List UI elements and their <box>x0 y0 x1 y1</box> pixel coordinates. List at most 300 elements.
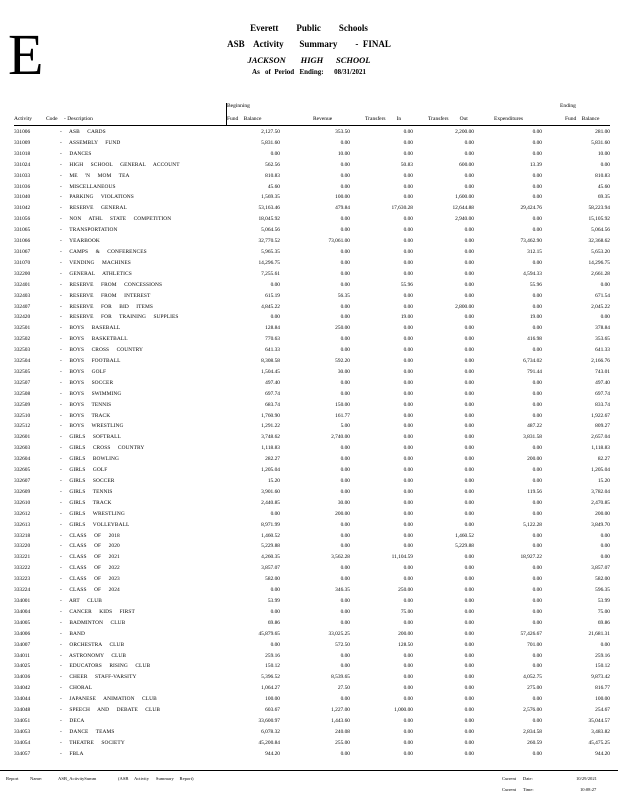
table-row <box>14 291 610 302</box>
revenue-cell: 0.00 <box>340 379 350 386</box>
expenditures-cell: 0.00 <box>532 259 542 266</box>
ending-balance-cell: 14,296.75 <box>588 259 610 266</box>
table-row <box>14 138 610 149</box>
beginning-balance-cell: 0.00 <box>270 150 280 157</box>
beginning-balance-cell: 2,127.50 <box>261 129 280 135</box>
table-row <box>14 705 610 716</box>
activity-code-cell: 332601 <box>14 434 31 441</box>
transfers-out-cell: 1,460.52 <box>455 532 474 539</box>
revenue-cell: 0.00 <box>340 652 350 659</box>
transfers-in-cell: 0.00 <box>403 379 413 386</box>
ending-balance-cell: 3,849.70 <box>591 521 610 528</box>
description-cell: - DECA <box>60 717 85 724</box>
beginning-balance-cell: 5,229.88 <box>261 543 280 550</box>
ending-balance-cell: 697.74 <box>595 390 610 397</box>
ending-balance-cell: 5,831.60 <box>591 139 610 146</box>
activity-code-cell: 334042 <box>14 685 31 692</box>
expenditures-cell: 312.15 <box>527 248 542 255</box>
transfers-in-cell: 0.00 <box>403 216 413 223</box>
expenditures-cell: 0.00 <box>532 379 542 386</box>
activity-code-cell: 332401 <box>14 281 31 288</box>
transfers-out-cell: 0.00 <box>464 314 474 321</box>
transfers-in-cell: 0.00 <box>403 510 413 517</box>
ending-balance-cell: 58,223.94 <box>588 205 610 212</box>
description-cell: - CLASS OF 2018 <box>60 532 120 539</box>
revenue-cell: 0.00 <box>340 139 350 146</box>
transfers-out-cell: 0.00 <box>464 587 474 594</box>
activity-code-cell: 331033 <box>14 172 31 179</box>
beginning-balance-cell: 1,760.90 <box>261 412 280 419</box>
ending-balance-cell: 944.20 <box>595 750 610 757</box>
beginning-balance-cell: 582.00 <box>265 576 280 583</box>
description-cell: - MISCELLANEOUS <box>60 183 116 190</box>
table-row <box>14 323 610 334</box>
expenditures-cell: 200.00 <box>527 456 542 463</box>
transfers-out-cell: 0.00 <box>464 652 474 659</box>
transfers-in-cell: 0.00 <box>403 412 413 419</box>
revenue-cell: 0.00 <box>340 445 350 452</box>
ending-balance-cell: 1,205.04 <box>591 467 610 474</box>
activity-code-cell: 331066 <box>14 238 31 245</box>
beginning-balance-cell: 641.33 <box>265 347 280 354</box>
footer-rule <box>0 770 618 771</box>
expenditures-cell: 0.00 <box>532 325 542 332</box>
table-row <box>14 400 610 411</box>
ending-balance-cell: 281.00 <box>595 129 610 135</box>
ending-balance-cell: 45,475.25 <box>588 739 610 746</box>
col-expenditures: Expenditures <box>494 116 524 122</box>
expenditures-cell: 0.00 <box>532 717 542 724</box>
revenue-cell: 0.00 <box>340 565 350 572</box>
transfers-in-cell: 0.00 <box>403 183 413 190</box>
activity-code-cell: 334054 <box>14 739 31 746</box>
beginning-balance-cell: 0.00 <box>270 281 280 288</box>
activity-code-cell: 332508 <box>14 390 31 397</box>
activity-code-cell: 333221 <box>14 554 31 561</box>
transfers-in-cell: 0.00 <box>403 368 413 375</box>
table-row <box>14 192 610 203</box>
transfers-out-cell: 0.00 <box>464 467 474 474</box>
expenditures-cell: 0.00 <box>532 608 542 615</box>
table-row <box>14 694 610 705</box>
description-cell: - PARKING VIOLATIONS <box>60 194 134 201</box>
ending-balance-cell: 10.00 <box>597 150 610 157</box>
transfers-in-cell: 0.00 <box>403 139 413 146</box>
transfers-in-cell: 50.83 <box>400 161 413 168</box>
col-transfers-out: Transfers Out <box>428 116 468 122</box>
beginning-balance-cell: 603.67 <box>265 707 280 714</box>
footer-name-label: Name: <box>30 776 43 781</box>
beginning-balance-cell: 32,770.52 <box>258 238 280 245</box>
expenditures-cell: 0.00 <box>532 619 542 626</box>
transfers-in-cell: 0.00 <box>403 227 413 234</box>
beginning-balance-cell: 3,901.60 <box>261 488 280 495</box>
transfers-out-cell: 0.00 <box>464 292 474 299</box>
footer-report-title: (ASB Activity Summary Report) <box>118 776 194 781</box>
transfers-in-cell: 0.00 <box>403 717 413 724</box>
table-row <box>14 312 610 323</box>
table-row <box>14 738 610 749</box>
table-row <box>14 509 610 520</box>
transfers-in-cell: 75.00 <box>400 608 413 615</box>
transfers-out-cell: 0.00 <box>464 325 474 332</box>
table-row <box>14 443 610 454</box>
ending-balance-cell: 53.99 <box>597 597 610 604</box>
description-cell: - ART CLUB <box>60 597 102 604</box>
expenditures-cell: 0.00 <box>532 663 542 670</box>
revenue-cell: 56.35 <box>337 292 350 299</box>
ending-balance-cell: 497.40 <box>595 379 610 386</box>
expenditures-cell: 0.00 <box>532 532 542 539</box>
ending-balance-cell: 2,657.04 <box>591 434 610 441</box>
revenue-cell: 0.00 <box>340 390 350 397</box>
expenditures-cell: 0.00 <box>532 139 542 146</box>
transfers-in-cell: 0.00 <box>403 358 413 365</box>
table-row <box>14 465 610 476</box>
table-row <box>14 302 610 313</box>
activity-code-cell: 334004 <box>14 608 31 615</box>
transfers-in-cell: 200.00 <box>398 630 413 637</box>
expenditures-cell: 0.00 <box>532 587 542 594</box>
section-letter-logo: E <box>8 22 44 87</box>
activity-table <box>14 127 610 760</box>
table-row <box>14 563 610 574</box>
table-row <box>14 618 610 629</box>
transfers-in-cell: 250.00 <box>398 587 413 594</box>
revenue-cell: 0.00 <box>340 597 350 604</box>
description-cell: - CLASS OF 2021 <box>60 554 120 561</box>
ending-balance-cell: 200.00 <box>595 510 610 517</box>
activity-code-cell: 332507 <box>14 379 31 386</box>
district-name: Everett Public Schools <box>250 23 368 33</box>
description-cell: - BOYS SWIMMING <box>60 390 122 397</box>
revenue-cell: 0.00 <box>340 248 350 255</box>
expenditures-cell: 3,831.58 <box>523 434 542 441</box>
transfers-in-cell: 0.00 <box>403 663 413 670</box>
ending-balance-cell: 45.60 <box>597 183 610 190</box>
description-cell: - CHORAL <box>60 685 93 692</box>
transfers-out-cell: 0.00 <box>464 521 474 528</box>
transfers-in-cell: 0.00 <box>403 336 413 343</box>
expenditures-cell: 0.00 <box>532 510 542 517</box>
transfers-out-cell: 0.00 <box>464 696 474 703</box>
activity-code-cell: 334044 <box>14 696 31 703</box>
description-cell: - BOYS WRESTLING <box>60 423 124 430</box>
ending-balance-cell: 0.00 <box>600 281 610 288</box>
transfers-in-cell: 0.00 <box>403 467 413 474</box>
transfers-in-cell: 55.96 <box>400 281 413 288</box>
revenue-cell: 0.00 <box>340 608 350 615</box>
transfers-out-cell: 0.00 <box>464 717 474 724</box>
revenue-cell: 0.00 <box>340 750 350 757</box>
beginning-balance-cell: 100.00 <box>265 696 280 703</box>
transfers-out-cell: 2,940.00 <box>455 216 474 223</box>
activity-code-cell: 331070 <box>14 259 31 266</box>
table-row <box>14 345 610 356</box>
transfers-out-cell: 0.00 <box>464 270 474 277</box>
table-row <box>14 585 610 596</box>
revenue-cell: 10.00 <box>337 150 350 157</box>
table-row <box>14 552 610 563</box>
expenditures-cell: 0.00 <box>532 565 542 572</box>
table-row <box>14 247 610 258</box>
transfers-in-cell: 0.00 <box>403 597 413 604</box>
expenditures-cell: 0.00 <box>532 216 542 223</box>
transfers-out-cell: 0.00 <box>464 445 474 452</box>
revenue-cell: 0.00 <box>340 314 350 321</box>
transfers-out-cell: 0.00 <box>464 347 474 354</box>
beginning-balance-cell: 150.12 <box>265 663 280 670</box>
transfers-in-cell: 0.00 <box>403 532 413 539</box>
description-cell: - FBLA <box>60 750 84 757</box>
activity-code-cell: 333218 <box>14 532 31 539</box>
ending-balance-cell: 32,368.62 <box>588 238 610 245</box>
description-cell: - GENERAL ATHLETICS <box>60 270 132 277</box>
table-row <box>14 672 610 683</box>
ending-balance-cell: 0.00 <box>600 314 610 321</box>
transfers-in-cell: 0.00 <box>403 739 413 746</box>
expenditures-cell: 701.00 <box>527 641 542 648</box>
beginning-balance-cell: 45,879.65 <box>258 630 280 637</box>
table-row <box>14 487 610 498</box>
revenue-cell: 150.00 <box>335 401 350 408</box>
beginning-balance-cell: 5,064.56 <box>261 227 280 234</box>
ending-balance-cell: 833.74 <box>595 401 610 408</box>
revenue-cell: 0.00 <box>340 456 350 463</box>
transfers-in-cell: 0.00 <box>403 238 413 245</box>
description-cell: - BOYS SOCCER <box>60 379 114 386</box>
transfers-out-cell: 0.00 <box>464 565 474 572</box>
activity-code-cell: 331006 <box>14 129 31 135</box>
description-cell: - RESERVE FROM CONCESSIONS <box>60 281 163 288</box>
expenditures-cell: 791.44 <box>527 368 542 375</box>
ending-balance-cell: 3,483.82 <box>591 728 610 735</box>
beginning-balance-cell: 810.83 <box>265 172 280 179</box>
transfers-out-cell: 0.00 <box>464 597 474 604</box>
table-row <box>14 258 610 269</box>
beginning-balance-cell: 497.40 <box>265 379 280 386</box>
expenditures-cell: 0.00 <box>532 696 542 703</box>
transfers-out-cell: 0.00 <box>464 554 474 561</box>
activity-code-cell: 332403 <box>14 292 31 299</box>
expenditures-cell: 0.00 <box>532 467 542 474</box>
transfers-in-cell: 1,000.00 <box>394 707 413 714</box>
transfers-out-cell: 0.00 <box>464 739 474 746</box>
description-cell: - RESERVE GENERAL <box>60 205 127 212</box>
activity-code-cell: 332501 <box>14 325 31 332</box>
ending-balance-cell: 5,653.20 <box>591 248 610 255</box>
expenditures-cell: 0.00 <box>532 499 542 506</box>
revenue-cell: 0.00 <box>340 216 350 223</box>
expenditures-cell: 0.00 <box>532 750 542 757</box>
ending-balance-cell: 9,873.42 <box>591 674 610 681</box>
table-row <box>14 454 610 465</box>
transfers-in-cell: 0.00 <box>403 325 413 332</box>
revenue-cell: 0.00 <box>340 281 350 288</box>
ending-balance-cell: 21,681.31 <box>588 630 610 637</box>
expenditures-cell: 57,426.67 <box>520 630 542 637</box>
activity-code-cell: 332612 <box>14 510 31 517</box>
transfers-out-cell: 0.00 <box>464 281 474 288</box>
revenue-cell: 0.00 <box>340 303 350 310</box>
ending-balance-cell: 82.27 <box>597 456 610 463</box>
revenue-cell: 0.00 <box>340 543 350 550</box>
revenue-cell: 0.00 <box>340 696 350 703</box>
header-rule <box>14 125 610 126</box>
ending-balance-cell: 254.67 <box>595 707 610 714</box>
activity-code-cell: 332605 <box>14 467 31 474</box>
description-cell: - BOYS FOOTBALL <box>60 358 121 365</box>
beginning-balance-cell: 5,965.35 <box>261 248 280 255</box>
footer-time-label: Current Time: <box>502 787 534 792</box>
activity-code-cell: 332512 <box>14 423 31 430</box>
ending-balance-cell: 15,105.92 <box>588 216 610 223</box>
transfers-out-cell: 0.00 <box>464 368 474 375</box>
footer-date-label: Current Date: <box>502 776 533 781</box>
beginning-balance-cell: 0.00 <box>270 587 280 594</box>
ending-balance-cell: 3,857.07 <box>591 565 610 572</box>
transfers-in-cell: 0.00 <box>403 728 413 735</box>
transfers-in-cell: 0.00 <box>403 129 413 135</box>
ending-balance-cell: 35,044.57 <box>588 717 610 724</box>
ending-balance-cell: 2,045.22 <box>591 303 610 310</box>
expenditures-cell: 0.00 <box>532 478 542 484</box>
activity-code-cell: 331042 <box>14 205 31 212</box>
school-name: JACKSON HIGH SCHOOL <box>247 55 371 65</box>
table-row <box>14 389 610 400</box>
transfers-in-cell: 0.00 <box>403 674 413 681</box>
beginning-balance-cell: 697.74 <box>265 390 280 397</box>
beginning-balance-cell: 1,504.45 <box>261 368 280 375</box>
description-cell: - GIRLS SOFTBALL <box>60 434 121 441</box>
description-cell: - RESERVE FROM INTEREST <box>60 292 151 299</box>
transfers-out-cell: 0.00 <box>464 619 474 626</box>
expenditures-cell: 0.00 <box>532 292 542 299</box>
beginning-balance-cell: 4,260.35 <box>261 554 280 561</box>
description-cell: - DANCE TEAMS <box>60 728 115 735</box>
transfers-in-cell: 0.00 <box>403 259 413 266</box>
revenue-cell: 479.84 <box>335 205 350 212</box>
table-row <box>14 531 610 542</box>
transfers-out-cell: 1,600.00 <box>455 194 474 201</box>
transfers-in-cell: 0.00 <box>403 292 413 299</box>
transfers-in-cell: 0.00 <box>403 303 413 310</box>
activity-code-cell: 331040 <box>14 194 31 201</box>
col-beginning: Fund Balance <box>227 116 262 122</box>
beginning-balance-cell: 8,971.99 <box>261 521 280 528</box>
revenue-cell: 33,025.25 <box>328 630 350 637</box>
ending-balance-cell: 0.00 <box>600 543 610 550</box>
revenue-cell: 2,740.00 <box>331 434 350 441</box>
revenue-cell: 0.00 <box>340 532 350 539</box>
ending-balance-cell: 75.00 <box>597 608 610 615</box>
ending-balance-cell: 0.00 <box>600 554 610 561</box>
ending-balance-cell: 1,922.67 <box>591 412 610 419</box>
transfers-out-cell: 0.00 <box>464 674 474 681</box>
transfers-in-cell: 0.00 <box>403 194 413 201</box>
description-cell: - CLASS OF 2023 <box>60 576 120 583</box>
transfers-in-cell: 11,104.59 <box>391 554 413 561</box>
activity-code-cell: 331056 <box>14 216 31 223</box>
revenue-cell: 8,539.65 <box>331 674 350 681</box>
description-cell: - VENDING MACHINES <box>60 259 131 266</box>
transfers-out-cell: 0.00 <box>464 423 474 430</box>
transfers-in-cell: 0.00 <box>403 248 413 255</box>
revenue-cell: 1,227.00 <box>331 707 350 714</box>
transfers-out-cell: 0.00 <box>464 139 474 146</box>
description-cell: - BADMINTON CLUB <box>60 619 126 626</box>
table-row <box>14 607 610 618</box>
expenditures-cell: 119.56 <box>527 488 542 495</box>
beginning-balance-cell: 0.00 <box>270 641 280 648</box>
activity-code-cell: 331024 <box>14 161 31 168</box>
activity-code-cell: 334057 <box>14 750 31 757</box>
transfers-in-cell: 0.00 <box>403 750 413 757</box>
description-cell: - CLASS OF 2024 <box>60 587 120 594</box>
revenue-cell: 3,562.28 <box>331 554 350 561</box>
transfers-out-cell: 0.00 <box>464 183 474 190</box>
description-cell: - GIRLS BOWLING <box>60 456 120 463</box>
expenditures-cell: 0.00 <box>532 129 542 135</box>
beginning-balance-cell: 8,308.58 <box>261 358 280 365</box>
transfers-out-cell: 12,644.88 <box>452 205 474 212</box>
activity-code-cell: 332609 <box>14 488 31 495</box>
expenditures-cell: 0.00 <box>532 576 542 583</box>
activity-code-cell: 334053 <box>14 728 31 735</box>
revenue-cell: 30.00 <box>337 499 350 506</box>
expenditures-cell: 0.00 <box>532 652 542 659</box>
col-ending-top: Ending <box>560 103 576 109</box>
table-row <box>14 182 610 193</box>
activity-code-cell: 331009 <box>14 139 31 146</box>
beginning-balance-cell: 69.86 <box>267 619 280 626</box>
beginning-balance-cell: 128.84 <box>265 325 280 332</box>
ending-balance-cell: 5,064.56 <box>591 227 610 234</box>
ending-balance-cell: 743.01 <box>595 368 610 375</box>
activity-code-cell: 333223 <box>14 576 31 583</box>
table-row <box>14 727 610 738</box>
activity-code-cell: 334011 <box>14 652 30 659</box>
expenditures-cell: 487.22 <box>527 423 542 430</box>
description-cell: - GIRLS TRACK <box>60 499 112 506</box>
transfers-in-cell: 0.00 <box>403 172 413 179</box>
activity-code-cell: 332510 <box>14 412 31 419</box>
table-row <box>14 651 610 662</box>
description-cell: - BOYS TRACK <box>60 412 111 419</box>
expenditures-cell: 29,424.76 <box>520 205 542 212</box>
transfers-out-cell: 0.00 <box>464 434 474 441</box>
ending-balance-cell: 353.65 <box>595 336 610 343</box>
transfers-out-cell: 0.00 <box>464 707 474 714</box>
transfers-out-cell: 5,229.88 <box>455 543 474 550</box>
transfers-in-cell: 0.00 <box>403 445 413 452</box>
description-cell: - GIRLS VOLLEYBALL <box>60 521 130 528</box>
description-cell: - ORCHESTRA CLUB <box>60 641 125 648</box>
table-row <box>14 269 610 280</box>
revenue-cell: 346.35 <box>335 587 350 594</box>
beginning-balance-cell: 0.00 <box>270 608 280 615</box>
table-row <box>14 160 610 171</box>
transfers-in-cell: 0.00 <box>403 456 413 463</box>
beginning-balance-cell: 33,600.97 <box>258 717 280 724</box>
transfers-in-cell: 17,630.28 <box>391 205 413 212</box>
expenditures-cell: 416.98 <box>527 336 542 343</box>
revenue-cell: 30.00 <box>337 368 350 375</box>
transfers-in-cell: 0.00 <box>403 488 413 495</box>
table-row <box>14 749 610 760</box>
activity-code-cell: 331018 <box>14 150 31 157</box>
beginning-balance-cell: 0.00 <box>270 314 280 321</box>
